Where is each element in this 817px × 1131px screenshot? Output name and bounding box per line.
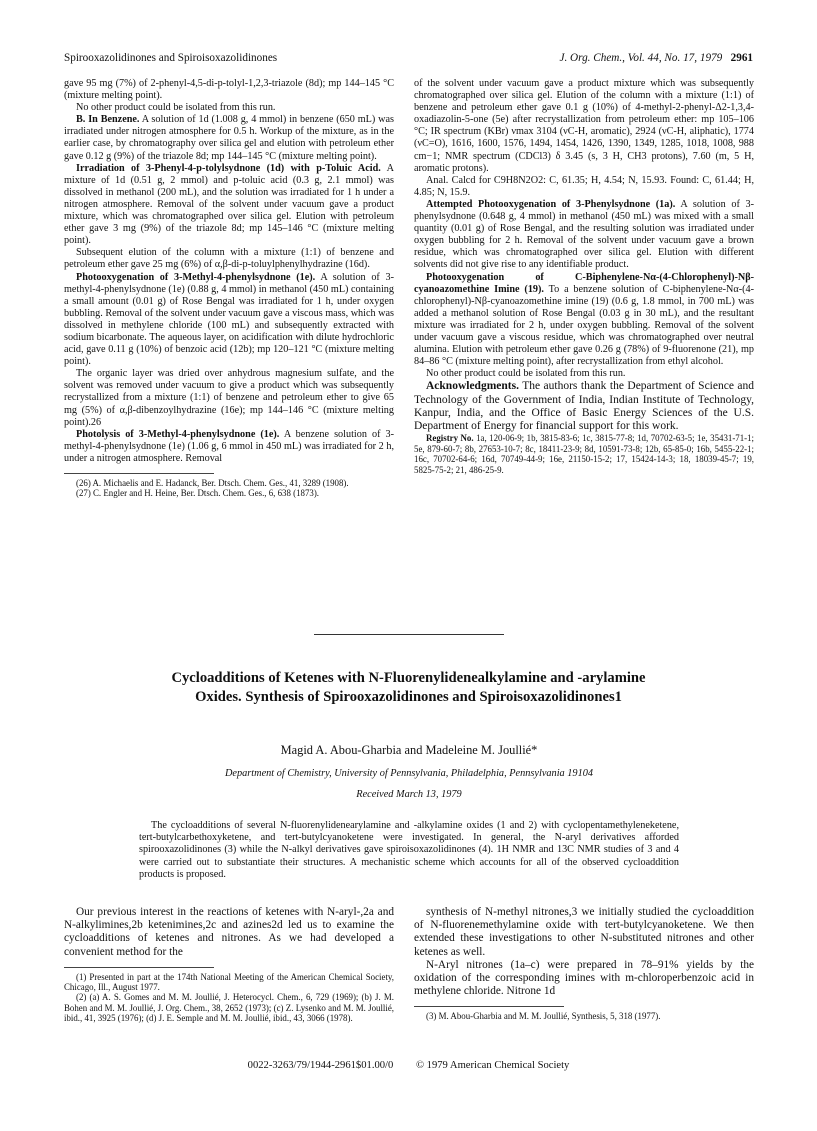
page-number: 2961 bbox=[730, 52, 753, 64]
paragraph: Our previous interest in the reactions of ketenes with N-aryl-,2a and N-alkylimines,2b ketenimines,2c and azines2d led us to examine the cycloadditions of ketenes and nitrones. As we had developed a convenient method for the bbox=[64, 906, 394, 958]
running-header bbox=[64, 52, 753, 68]
affiliation: Department of Chemistry, University of Pennsylvania, Philadelphia, Pennsylvania 19104 bbox=[224, 768, 594, 779]
ack-text: The authors thank the Department of Science and Technology of the Government of India, Indian Institute of Technology, Kanpur, India, and the Office of Basic Energy Sciences of the U.S. Department of Energy for financial support for this work. bbox=[414, 380, 754, 432]
footnote-rule bbox=[414, 1006, 564, 1007]
paragraph-text: A solution of 3-methyl-4-phenylsydnone (1e) (0.88 g, 4 mmol) in methanol (450 mL) containing a small amount (0.01 g) of Rose Bengal was irradiated for 1 h, under oxygen bubbling. Removal of the solvent under vacuum gave a viscous mass, which was dissolved in methylene chloride (100 mL) and subsequently extracted with sodium bicarbonate. The aqueous layer, on acidification with dilute hydrochloric acid, gave 0.11 g (10%) of benzoic acid (12b); mp 120–121 °C (mixture melting point). bbox=[64, 271, 394, 368]
copyright: © 1979 American Chemical Society bbox=[415, 1060, 570, 1071]
paragraph: N-Aryl nitrones (1a–c) were prepared in 78–91% yields by the oxidation of the corresponding imines with m-chloroperbenzoic acid in methylene chloride. Nitrone 1d bbox=[414, 958, 754, 998]
footnote-rule bbox=[64, 967, 214, 968]
paragraph: No other product could be isolated from this run. bbox=[426, 368, 626, 380]
registry-text: 1a, 120-06-9; 1b, 3815-83-6; 1c, 3815-77-8; 1d, 70702-63-5; 1e, 35431-71-1; 5e, 879-60-7; 8b, 27653-10-7; 8c, 18411-23-9; 8d, 10591-73-8; 12b, 65-85-0; 16b, 5455-22-1; 16c, 70702-64-6; 16d, 70749-44-9; 16e, 21150-15-2; 17, 15424-14-3; 18, 18039-45-7; 19, 5825-75-2; 21, 486-25-9. bbox=[414, 433, 755, 475]
paragraph-text: A solution of 3-phenylsydnone (0.648 g, 4 mmol) in methanol (450 mL) was mixed with a small quantity (0.01 g) of Rose Bengal, and the resulting solution was irradiated under oxygen bubbling for 2 h. Removal of the solvent under vacuum gave a brown residue, which was chromatographed over silica gel. Elution with different solvents did not give rise to any identifiable product. bbox=[414, 198, 754, 271]
article-separator bbox=[314, 634, 504, 635]
paragraph: of the solvent under vacuum gave a product mixture which was subsequently chromatographed over silica gel. Elution of the column with a mixture (1:1) of benzene and petroleum ether gave 0.1 g (10%) of 4-methyl-2-phenyl-Δ2-1,3,4-oxadiazolin-5-one (5e) after recrystallization from petroleum ether: mp 105–106 °C; IR spectrum (KBr) νmax 3104 (νC-H, aromatic), 2924 (νC-H, aliphatic), 1774 (νC=O), 1616, 1600, 1576, 1494, 1454, 1426, 1390, 1349, 1285, 1018, 1008, 988 cm−1; NMR spectrum (CDCl3) δ 3.45 (s, 3 H, CH3 protons), 7.60 (m, 5 H, aromatic protons). bbox=[414, 78, 754, 174]
paragraph: No other product could be isolated from this run. bbox=[76, 102, 276, 114]
footnote-27: (27) C. Engler and H. Heine, Ber. Dtsch. Chem. Ges., 6, 638 (1873). bbox=[76, 488, 320, 499]
paragraph bbox=[414, 199, 754, 272]
section-heading: Photooxygenation of C-Biphenylene-Nα-(4-Chlorophenyl)-Nβ-cyanoazomethine Imine (19). bbox=[414, 271, 754, 295]
paragraph: The organic layer was dried over anhydrous magnesium sulfate, and the solvent was removed under vacuum to give a product which was subsequently recrystallized from a mixture (1:1) of benzene and petroleum ether to give 65 mg (5%) of α,β-dibenzoylhydrazine (16e); mp 144–146 °C (mixture melting point).26 bbox=[64, 368, 394, 428]
paragraph bbox=[64, 429, 394, 465]
paragraph bbox=[64, 272, 394, 369]
section-heading: Photolysis of 3-Methyl-4-phenylsydnone (1e). bbox=[76, 428, 280, 440]
paragraph bbox=[64, 114, 394, 162]
paragraph: Anal. Calcd for C9H8N2O2: C, 61.35; H, 4.54; N, 15.93. Found: C, 61.44; H, 4.85; N, 15.9. bbox=[414, 174, 754, 198]
article-authors: Magid A. Abou-Gharbia and Madeleine M. Joullié* bbox=[280, 743, 538, 757]
journal-name: J. Org. Chem., Vol. 44, No. 17, 1979 bbox=[559, 52, 723, 64]
received-date: Received March 13, 1979 bbox=[356, 789, 462, 800]
footnote-3: (3) M. Abou-Gharbia and M. M. Joullié, Synthesis, 5, 318 (1977). bbox=[426, 1011, 661, 1022]
paragraph-text: To a benzene solution of C-biphenylene-Nα-(4-chlorophenyl)-Nβ-cyanoazomethine imine (19) (0.6 g, 1.8 mmol, in 700 mL) was added a methanol solution of Rose Bengal (0.03 g in 30 mL), and the resultant mixture was irradiated for 2 h, under oxygen bubbling. Removal of the solvent under vacuum gave a viscous residue, which was chromatographed over neutral alumina. Elution with petroleum ether gave 0.26 g (78%) of 9-fluorenone (21), mp 84–86 °C (mixture melting point), after recrystallization from ethyl alcohol. bbox=[414, 283, 754, 368]
article-title: Cycloadditions of Ketenes with N-Fluorenylidenealkylamine and -arylamine Oxides. Synthesis of Spirooxazolidinones and Spiroisoxazolidinones1 bbox=[171, 670, 646, 705]
abstract: The cycloadditions of several N-fluorenylidenearylamine and -alkylamine oxides (1 and 2) with cyclopentamethyleneketene, tert-butylcarbethoxyketene, and tert-butylcyanoketene were investigated. In general, the N-aryl derivatives afforded spirooxazolidinones (3) while the N-alkyl derivatives gave spiroisoxazolidinones (4). 1H NMR and 13C NMR studies of 3 and 4 were carried out to substantiate their structures. A mechanistic scheme which accounts for all of the observed cycloaddition products is proposed. bbox=[139, 820, 679, 880]
acknowledgments bbox=[414, 380, 754, 433]
paragraph bbox=[64, 163, 394, 248]
article-body-right bbox=[414, 906, 754, 1022]
paragraph-text: A benzene solution of 3-methyl-4-phenylsydnone (1e) (1.06 g, 6 mmol in 450 mL) was irradiated for 2 h, under a nitrogen atmosphere. Removal bbox=[64, 428, 395, 464]
paragraph-text: A mixture of 1d (0.51 g, 2 mmol) and p-toluic acid (0.3 g, 2.1 mmol) was dissolved in methanol (200 mL), and the solution was irradiated for 1 h under a nitrogen atmosphere. Removal of the solvent under vacuum gave a product mixture, which was chromatographed over silica gel. Elution with petroleum ether gave 3 mg (9%) of the triazole 8d; mp 145–146 °C (mixture melting point). bbox=[64, 162, 394, 247]
paragraph bbox=[414, 272, 754, 369]
article-body-left bbox=[64, 906, 394, 1023]
paragraph: synthesis of N-methyl nitrones,3 we initially studied the cycloaddition of N-fluorenemethylamine oxide with tert-butylcyanoketene. We then extended these investigations to other N-substituted nitrones and other ketenes as well. bbox=[414, 906, 754, 958]
journal-citation bbox=[560, 52, 754, 64]
page-footer bbox=[0, 1060, 817, 1071]
running-title: Spirooxazolidinones and Spiroisoxazolidinones bbox=[64, 52, 278, 64]
section-heading: B. In Benzene. bbox=[76, 114, 140, 126]
registry-heading: Registry No. bbox=[426, 433, 474, 444]
paragraph: gave 95 mg (7%) of 2-phenyl-4,5-di-p-tolyl-1,2,3-triazole (8d); mp 144–145 °C (mixture melting point). bbox=[64, 78, 394, 102]
right-experimental-column bbox=[414, 78, 754, 476]
footnote-rule bbox=[64, 473, 214, 474]
section-heading: Attempted Photooxygenation of 3-Phenylsydnone (1a). bbox=[426, 198, 676, 210]
article-code: 0022-3263/79/1944-2961$01.00/0 bbox=[247, 1060, 394, 1071]
footnote-2: (2) (a) A. S. Gomes and M. M. Joullié, J. Heterocycl. Chem., 6, 729 (1969); (b) J. M. Bohen and M. M. Joullié, J. Org. Chem., 38, 2652 (1973); (c) Z. Lysenko and M. M. Joullié, ibid., 41, 3925 (1976); (d) J. E. Semple and M. M. Joullié, ibid., 43, 3066 (1978). bbox=[64, 992, 394, 1023]
ack-heading: Acknowledgments. bbox=[426, 380, 519, 393]
section-heading: Photooxygenation of 3-Methyl-4-phenylsydnone (1e). bbox=[76, 271, 316, 283]
paragraph-text: A solution of 1d (1.008 g, 4 mmol) in benzene (650 mL) was irradiated under nitrogen atmosphere for 0.5 h. Workup of the mixture, as in the earlier case, by chromatography over silica gel and elution with petroleum ether gave 0.12 g (9%) of the triazole 8d; mp 144–145 °C (mixture melting point). bbox=[64, 114, 394, 162]
paragraph: Subsequent elution of the column with a mixture (1:1) of benzene and petroleum ether gave 25 mg (6%) of α,β-di-p-toluylphenylhydrazine (16d). bbox=[64, 247, 394, 271]
section-heading: Irradiation of 3-Phenyl-4-p-tolylsydnone (1d) with p-Toluic Acid. bbox=[76, 162, 381, 174]
footnote-26: (26) A. Michaelis and E. Hadanck, Ber. Dtsch. Chem. Ges., 41, 3289 (1908). bbox=[76, 478, 349, 488]
registry-numbers bbox=[414, 433, 754, 475]
left-experimental-column bbox=[64, 78, 394, 499]
footnote-1: (1) Presented in part at the 174th National Meeting of the American Chemical Society, Chicago, Ill., August 1977. bbox=[64, 971, 394, 993]
